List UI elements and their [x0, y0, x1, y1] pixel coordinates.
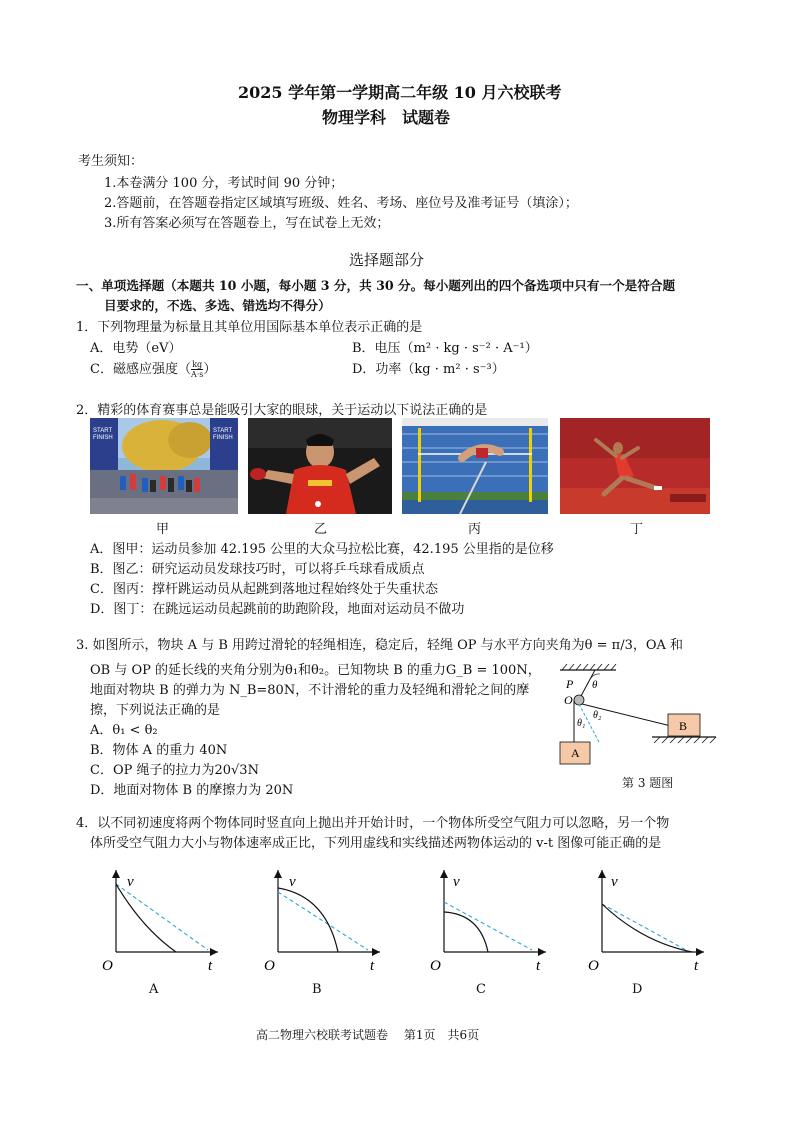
marathon-illustration — [90, 418, 238, 514]
q3-option-b: B．物体 A 的重力 40N — [90, 743, 228, 758]
label-o: O — [564, 693, 573, 707]
q1-option-a: A．电势（eV） — [90, 341, 182, 356]
part1-instructions-line2: 目要求的，不选、多选、错选均不得分） — [104, 298, 331, 313]
notice-item-3: 3.所有答案必须写在答题卷上，写在试卷上无效； — [104, 216, 390, 231]
q3-stem-line4: 擦，下列说法正确的是 — [90, 703, 221, 718]
q2-option-d: D．图丁：在跳远运动员起跳前的助跑阶段，地面对运动员不做功 — [90, 602, 465, 617]
q3-option-c: C．OP 绳子的拉力为20√3N — [90, 763, 259, 778]
q2-option-a: A．图甲：运动员参加 42.195 公里的大众马拉松比赛，42.195 公里指的是位移 — [90, 542, 554, 557]
q1-option-c-suffix: ） — [203, 362, 217, 377]
exam-subtitle: 物理学科 试题卷 — [322, 108, 451, 127]
photo-caption-ding: 丁 — [630, 522, 644, 537]
graph-c-axis-v: v — [453, 874, 460, 890]
q1-option-c-numerator: kg — [192, 360, 203, 369]
q4-graph-d — [582, 866, 712, 976]
banner-start-right: START — [213, 428, 233, 434]
q2-option-b: B．图乙：研究运动员发球技巧时，可以将乒乓球看成质点 — [90, 562, 425, 577]
graph-label-a: A — [149, 982, 159, 997]
q3-pulley-diagram — [556, 664, 722, 770]
notice-item-1: 1.本卷满分 100 分，考试时间 90 分钟； — [104, 176, 344, 191]
q4-graph-c — [424, 866, 554, 976]
photo-caption-jia: 甲 — [156, 522, 170, 537]
graph-b-origin: O — [264, 958, 275, 974]
graph-b-axis-t: t — [370, 958, 375, 974]
q3-figure-caption: 第 3 题图 — [622, 776, 674, 790]
graph-b-axis-v: v — [289, 874, 296, 890]
photo-table-tennis — [248, 418, 392, 514]
q3-stem-line1: 3. 如图所示，物块 A 与 B 用跨过滑轮的轻绳相连，稳定后，轻绳 OP 与水平方向夹角为θ = π/3，OA 和 — [76, 638, 684, 653]
banner-finish-right: FINISH — [213, 435, 233, 441]
graph-d-origin: O — [588, 958, 599, 974]
q3-stem-line3: 地面对物块 B 的弹力为 N_B=80N，不计滑轮的重力及轻绳和滑轮之间的摩 — [90, 683, 530, 698]
q3-stem-line2: OB 与 OP 的延长线的夹角分别为θ₁和θ₂。已知物块 B 的重力G_B = 100N， — [90, 663, 541, 678]
pole-vault-illustration — [402, 418, 548, 514]
q1-option-c-fraction — [191, 360, 203, 379]
q1-option-d: D．功率（kg · m² · s⁻³） — [352, 362, 505, 377]
photo-marathon — [90, 418, 238, 514]
q2-option-c: C．图丙：撑杆跳运动员从起跳到落地过程始终处于失重状态 — [90, 582, 438, 597]
part1-instructions-line1: 一、单项选择题（本题共 10 小题，每小题 3 分，共 30 分。每小题列出的四个备选项中只有一个是符合题 — [76, 278, 676, 293]
q4-stem-line2: 体所受空气阻力大小与物体速率成正比，下列用虚线和实线描述两物体运动的 v-t 图像可能正确的是 — [90, 836, 662, 851]
banner-start-left: START — [93, 428, 113, 434]
page-footer: 高二物理六校联考试题卷 第1页 共6页 — [256, 1028, 480, 1042]
long-jump-illustration — [560, 418, 710, 514]
q1-option-c-prefix: C．磁感应强度（ — [90, 362, 191, 377]
graph-label-b: B — [312, 982, 322, 997]
label-block-a: A — [571, 746, 580, 760]
graph-c-axis-t: t — [536, 958, 541, 974]
banner-finish-left: FINISH — [93, 435, 113, 441]
graph-label-c: C — [476, 982, 486, 997]
q4-graph-a — [96, 866, 226, 976]
table-tennis-illustration — [248, 418, 392, 514]
photo-caption-yi: 乙 — [314, 522, 328, 537]
photo-caption-bing: 丙 — [468, 522, 482, 537]
graph-d-axis-t: t — [694, 958, 699, 974]
notice-heading: 考生须知： — [78, 154, 144, 169]
graph-a-axis-t: t — [208, 958, 213, 974]
photo-long-jump — [560, 418, 710, 514]
label-theta1: θ₁ — [577, 718, 586, 729]
q3-option-a: A．θ₁ < θ₂ — [90, 723, 158, 738]
graph-a-axis-v: v — [127, 874, 134, 890]
q4-graph-b — [258, 866, 388, 976]
label-block-b: B — [679, 719, 688, 733]
photo-pole-vault — [402, 418, 548, 514]
graph-c-origin: O — [430, 958, 441, 974]
q3-option-d: D．地面对物体 B 的摩擦力为 20N — [90, 783, 294, 798]
label-theta2: θ₂ — [593, 710, 602, 721]
q4-stem-line1: 4．以不同初速度将两个物体同时竖直向上抛出并开始计时，一个物体所受空气阻力可以忽略，另一个物 — [76, 816, 670, 831]
graph-a-origin: O — [102, 958, 113, 974]
exam-title: 2025 学年第一学期高二年级 10 月六校联考 — [238, 83, 562, 102]
q1-option-c — [90, 358, 216, 379]
graph-d-axis-v: v — [611, 874, 618, 890]
label-theta: θ — [592, 679, 598, 691]
notice-item-2: 2.答题前，在答题卷指定区域填写班级、姓名、考场、座位号及准考证号（填涂）； — [104, 196, 578, 211]
section-title: 选择题部分 — [349, 251, 425, 269]
q1-option-b: B．电压（m² · kg · s⁻² · A⁻¹） — [352, 341, 538, 356]
graph-label-d: D — [632, 982, 643, 997]
q1-stem: 1．下列物理量为标量且其单位用国际基本单位表示正确的是 — [76, 320, 423, 335]
q1-option-c-denominator: A·s — [190, 370, 204, 379]
q2-stem: 2．精彩的体育赛事总是能吸引大家的眼球，关于运动以下说法正确的是 — [76, 403, 488, 418]
label-p: P — [566, 677, 574, 691]
